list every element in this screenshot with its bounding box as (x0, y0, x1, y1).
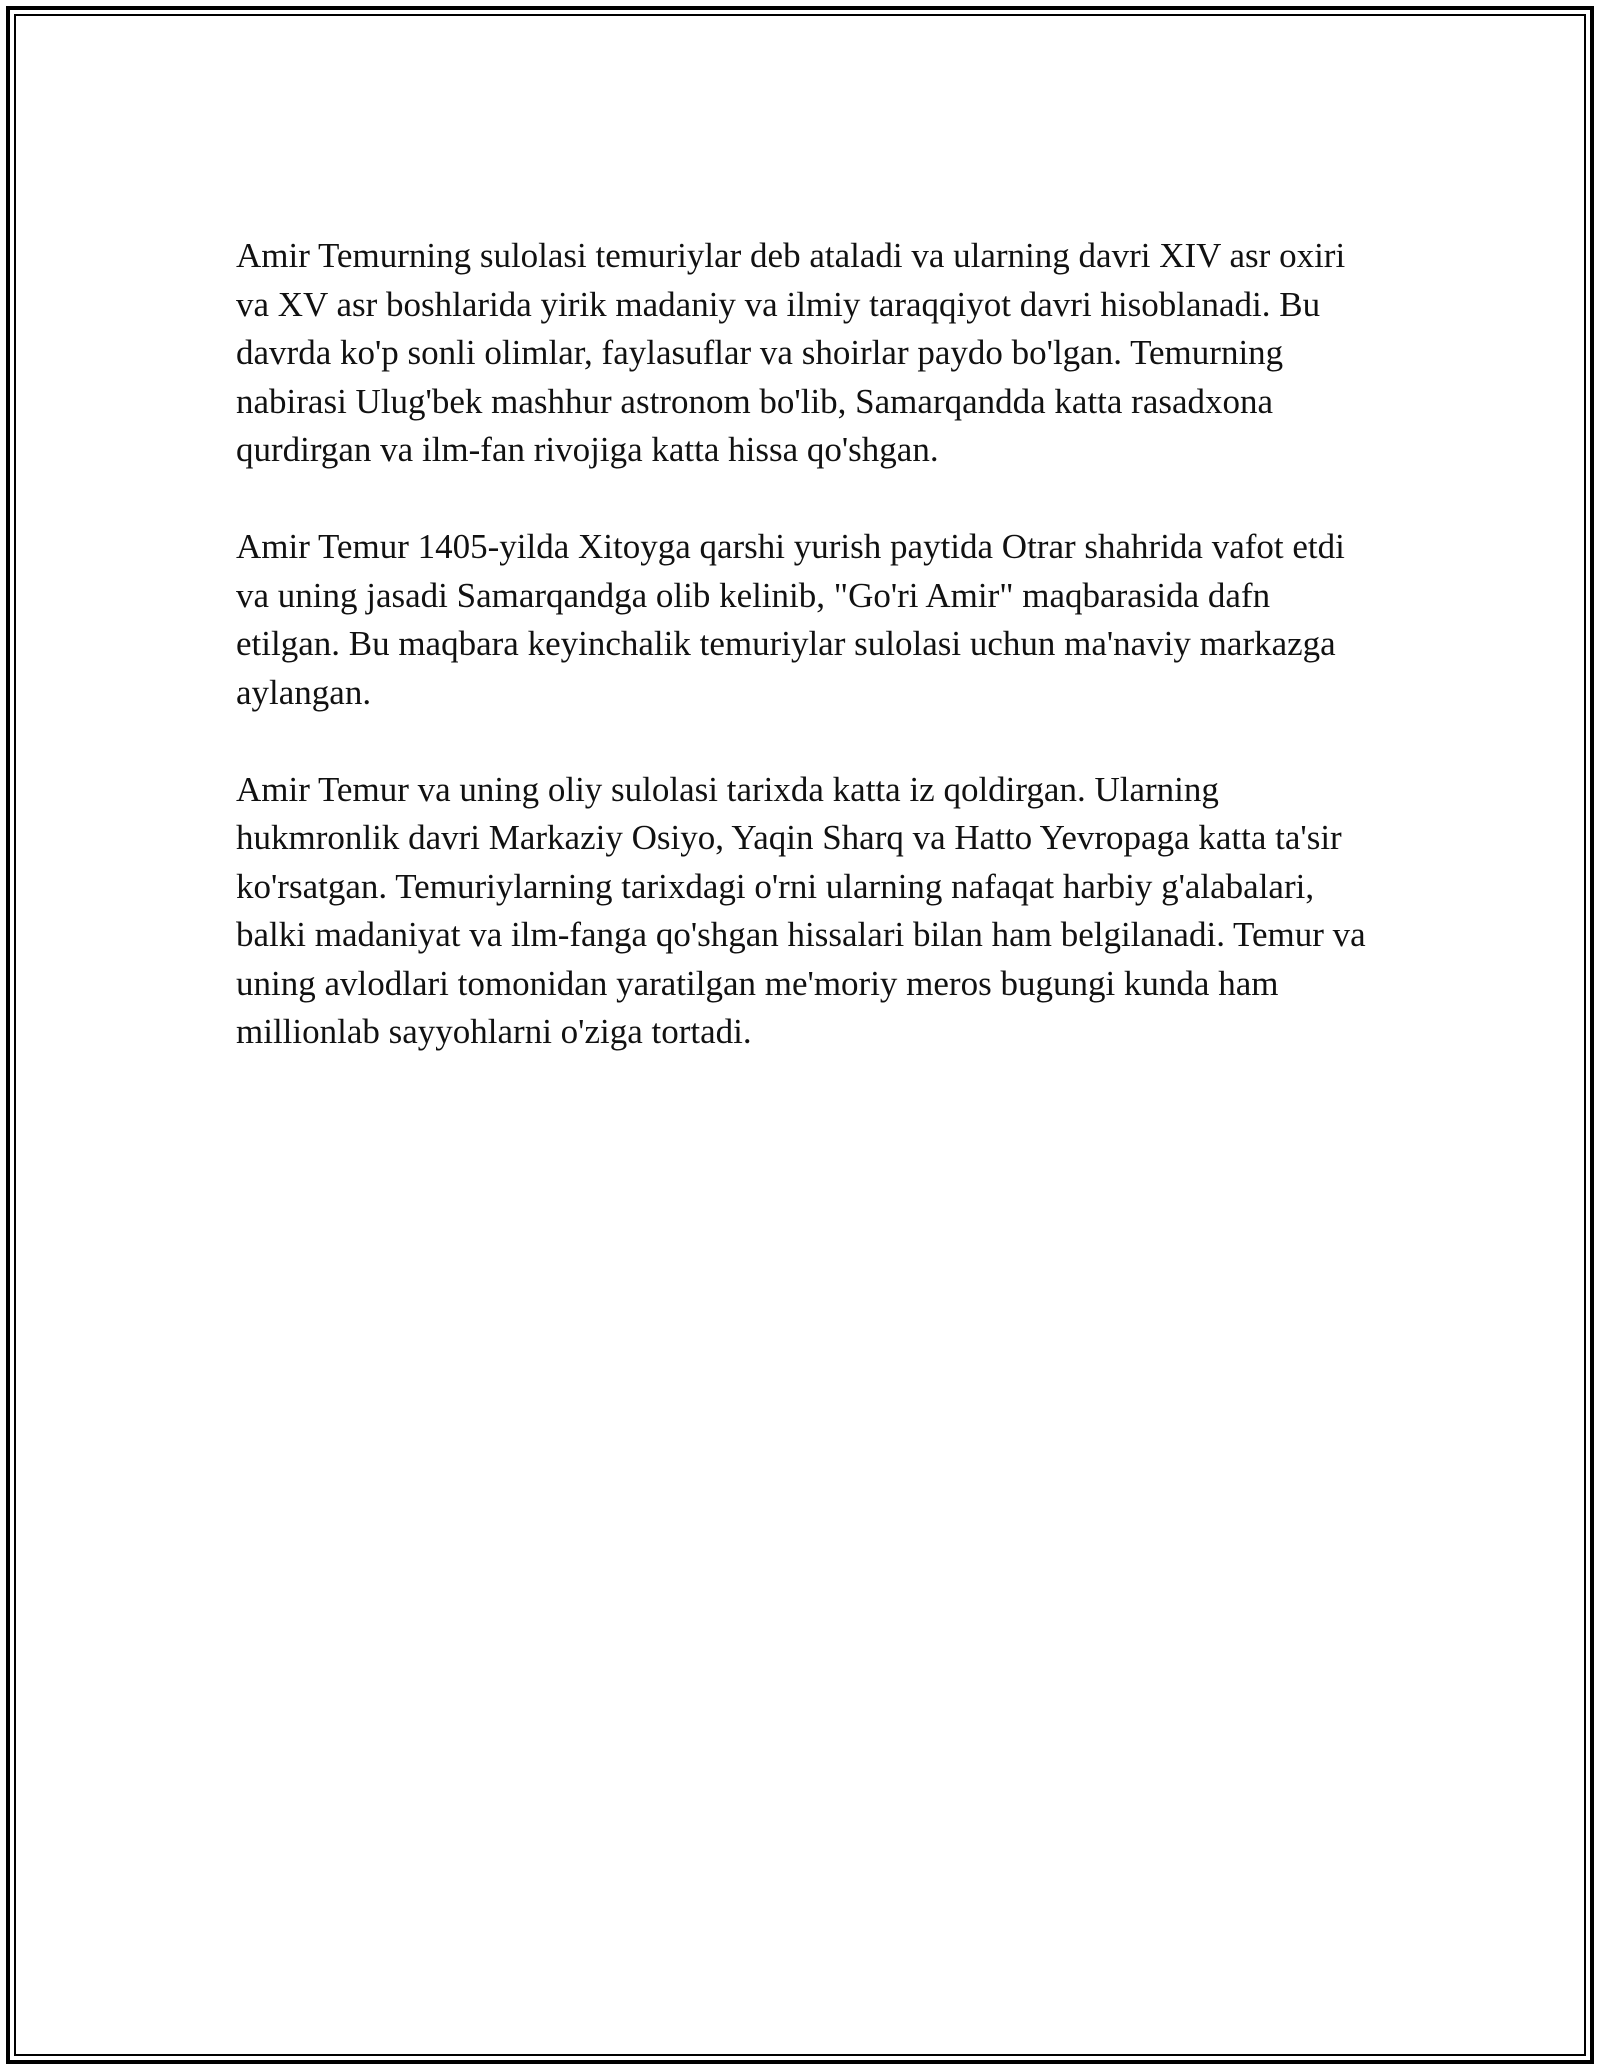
paragraph-dynasty-legacy: Amir Temur va uning oliy sulolasi tarixda katta iz qoldirgan. Ularning hukmronlik davri Markaziy Osiyo, Yaqin Sharq va Hatto Yevropaga katta ta'sir ko'rsatgan. Temuriylarning tarixdagi o'rni ularning nafaqat harbiy g'alabalari, balki madaniyat va ilm-fanga qo'shgan hissalari bilan ham belgilanadi. Temur va uning avlodlari tomonidan yaratilgan me'moriy meros bugungi kunda ham millionlab sayyohlarni o'ziga tortadi. (236, 769, 1366, 1051)
paragraph-timurid-dynasty: Amir Temurning sulolasi temuriylar deb ataladi va ularning davri XIV asr oxiri va XV asr boshlarida yirik madaniy va ilmiy taraqqiyot davri hisoblanadi. Bu davrda ko'p sonli olimlar, faylasuflar va shoirlar paydo bo'lgan. Temurning nabirasi Ulug'bek mashhur astronom bo'lib, Samarqandda katta rasadxona qurdirgan va ilm-fan rivojiga katta hissa qo'shgan. (236, 236, 1346, 469)
document-body (236, 232, 1366, 1057)
paragraph-temur-death: Amir Temur 1405-yilda Xitoyga qarshi yurish paytida Otrar shahrida vafot etdi va uning jasadi Samarqandga olib kelinib, "Go'ri Amir" maqbarasida dafn etilgan. Bu maqbara keyinchalik temuriylar sulolasi uchun ma'naviy markazga aylangan. (236, 527, 1345, 712)
